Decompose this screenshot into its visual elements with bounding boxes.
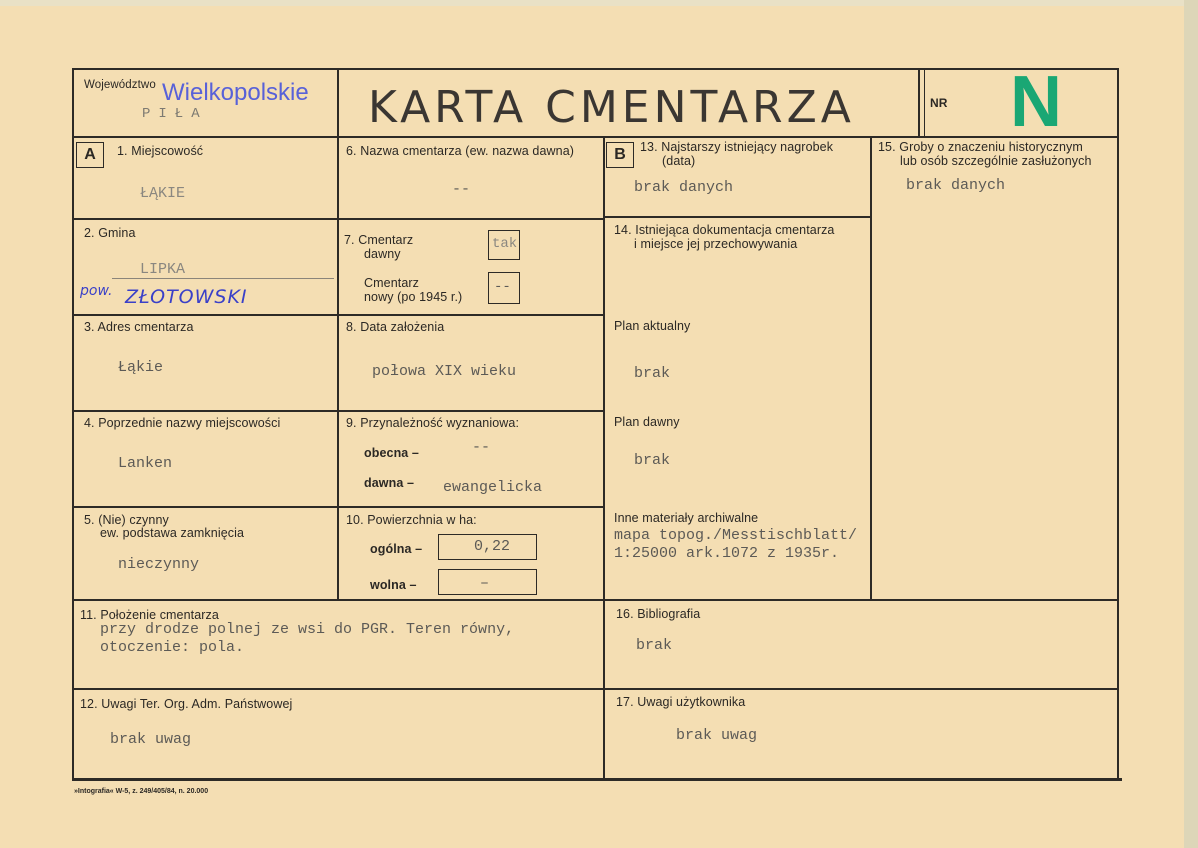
f7-box-a-value: tak [492, 236, 518, 252]
inne-value-2: 1:25000 ark.1072 z 1935r. [614, 545, 840, 562]
f12-label: 12. Uwagi Ter. Org. Adm. Państwowej [80, 697, 293, 711]
wojewodztwo-label: Województwo [84, 79, 156, 91]
f2-hand-value: ZŁOTOWSKI [125, 286, 248, 308]
f9-obecna-value: -- [472, 439, 491, 456]
inne-label: Inne materiały archiwalne [614, 511, 759, 525]
header-bottom [72, 136, 1118, 138]
row-line-main [72, 599, 1118, 601]
f3-label: 3. Adres cmentarza [84, 320, 194, 334]
f11-value-1: przy drodze polnej ze wsi do PGR. Teren równy, [100, 621, 515, 638]
f10-label: 10. Powierzchnia w ha: [346, 513, 477, 527]
f17-label: 17. Uwagi użytkownika [616, 695, 746, 709]
plan-aktualny-label: Plan aktualny [614, 319, 691, 333]
f5-value: nieczynny [118, 556, 200, 573]
header-divider-3 [924, 68, 925, 138]
f14-label-1: 14. Istniejąca dokumentacja cmentarza [614, 223, 835, 237]
paper-edge-top [0, 0, 1198, 6]
f7-label-b2: nowy (po 1945 r.) [364, 290, 463, 304]
f2-value: LIPKA [140, 261, 186, 278]
f2-label: 2. Gmina [84, 226, 136, 240]
f7-box-b-value: -- [494, 279, 511, 295]
inne-value-1: mapa topog./Messtischblatt/ [614, 527, 858, 544]
f9-dawna-label: dawna – [364, 476, 415, 490]
row-line-l2 [72, 314, 604, 316]
nr-label: NR [930, 96, 948, 110]
header-divider-2 [918, 68, 920, 138]
col-line-2 [603, 136, 605, 780]
f10-wolna-label: wolna – [370, 578, 417, 592]
f13-label-1: 13. Najstarszy istniejący nagrobek [640, 140, 834, 154]
f15-value: brak danych [906, 177, 1006, 194]
f8-label: 8. Data założenia [346, 320, 445, 334]
header-divider-1 [337, 68, 339, 138]
f14-label-2: i miejsce jej przechowywania [634, 237, 798, 251]
f4-value: Lanken [118, 455, 173, 472]
f10-ogolna-value: 0,22 [474, 538, 511, 555]
nr-value: N [1010, 62, 1062, 142]
f5-label-1: 5. (Nie) czynny [84, 513, 169, 527]
paper-edge-right [1184, 0, 1198, 848]
row-line-11 [72, 688, 1118, 690]
f12-value: brak uwag [110, 731, 192, 748]
plan-dawny-value: brak [634, 452, 671, 469]
col-line-1 [337, 136, 339, 600]
plan-aktualny-value: brak [634, 365, 671, 382]
f16-value: brak [636, 637, 673, 654]
f15-label-2: lub osób szczególnie zasłużonych [900, 154, 1092, 168]
section-b-letter: B [606, 142, 634, 168]
row-line-l4 [72, 506, 604, 508]
f10-ogolna-label: ogólna – [370, 542, 423, 556]
plan-dawny-label: Plan dawny [614, 415, 680, 429]
frame-right [1117, 68, 1119, 780]
f10-wolna-value: – [480, 575, 490, 592]
f3-value: Łąkie [118, 359, 164, 376]
section-a-letter: A [76, 142, 104, 168]
col-line-3 [870, 136, 872, 600]
row-line-l3 [72, 410, 604, 412]
f7-label-a2: dawny [364, 247, 401, 261]
frame-left [72, 68, 74, 780]
f7-label-a1: 7. Cmentarz [344, 233, 414, 247]
f16-label: 16. Bibliografia [616, 607, 701, 621]
f15-label-1: 15. Groby o znaczeniu historycznym [878, 140, 1083, 154]
f9-obecna-label: obecna – [364, 446, 419, 460]
f1-label: 1. Miejscowość [117, 144, 204, 158]
f13-label-2: (data) [662, 154, 696, 168]
f7-label-b1: Cmentarz [364, 276, 419, 290]
f1-value: ŁĄKIE [140, 185, 186, 202]
wojewodztwo-typed: PIŁA [142, 106, 208, 122]
wojewodztwo-stamp: Wielkopolskie [162, 79, 309, 106]
f13-value: brak danych [634, 179, 734, 196]
frame-bottom [72, 778, 1122, 781]
f6-value: -- [452, 181, 471, 198]
f5-label-2: ew. podstawa zamknięcia [100, 526, 245, 540]
row-line-l1 [72, 218, 604, 220]
f9-dawna-value: ewangelicka [443, 479, 543, 496]
f6-label: 6. Nazwa cmentarza (ew. nazwa dawna) [346, 144, 575, 158]
f11-value-2: otoczenie: pola. [100, 639, 245, 656]
f2-hand-prefix: pow. [80, 283, 113, 299]
frame-top [72, 68, 1118, 70]
f4-label: 4. Poprzednie nazwy miejscowości [84, 416, 281, 430]
f8-value: połowa XIX wieku [372, 363, 517, 380]
printer-mark: »Intografia« W-5, z. 249/405/84, n. 20.000 [74, 788, 209, 795]
f17-value: brak uwag [676, 727, 758, 744]
row-line-b1 [603, 216, 871, 218]
f9-label: 9. Przynależność wyznaniowa: [346, 416, 520, 430]
card-title: KARTA CMENTARZA [368, 82, 855, 133]
f11-label: 11. Położenie cmentarza [80, 608, 219, 622]
